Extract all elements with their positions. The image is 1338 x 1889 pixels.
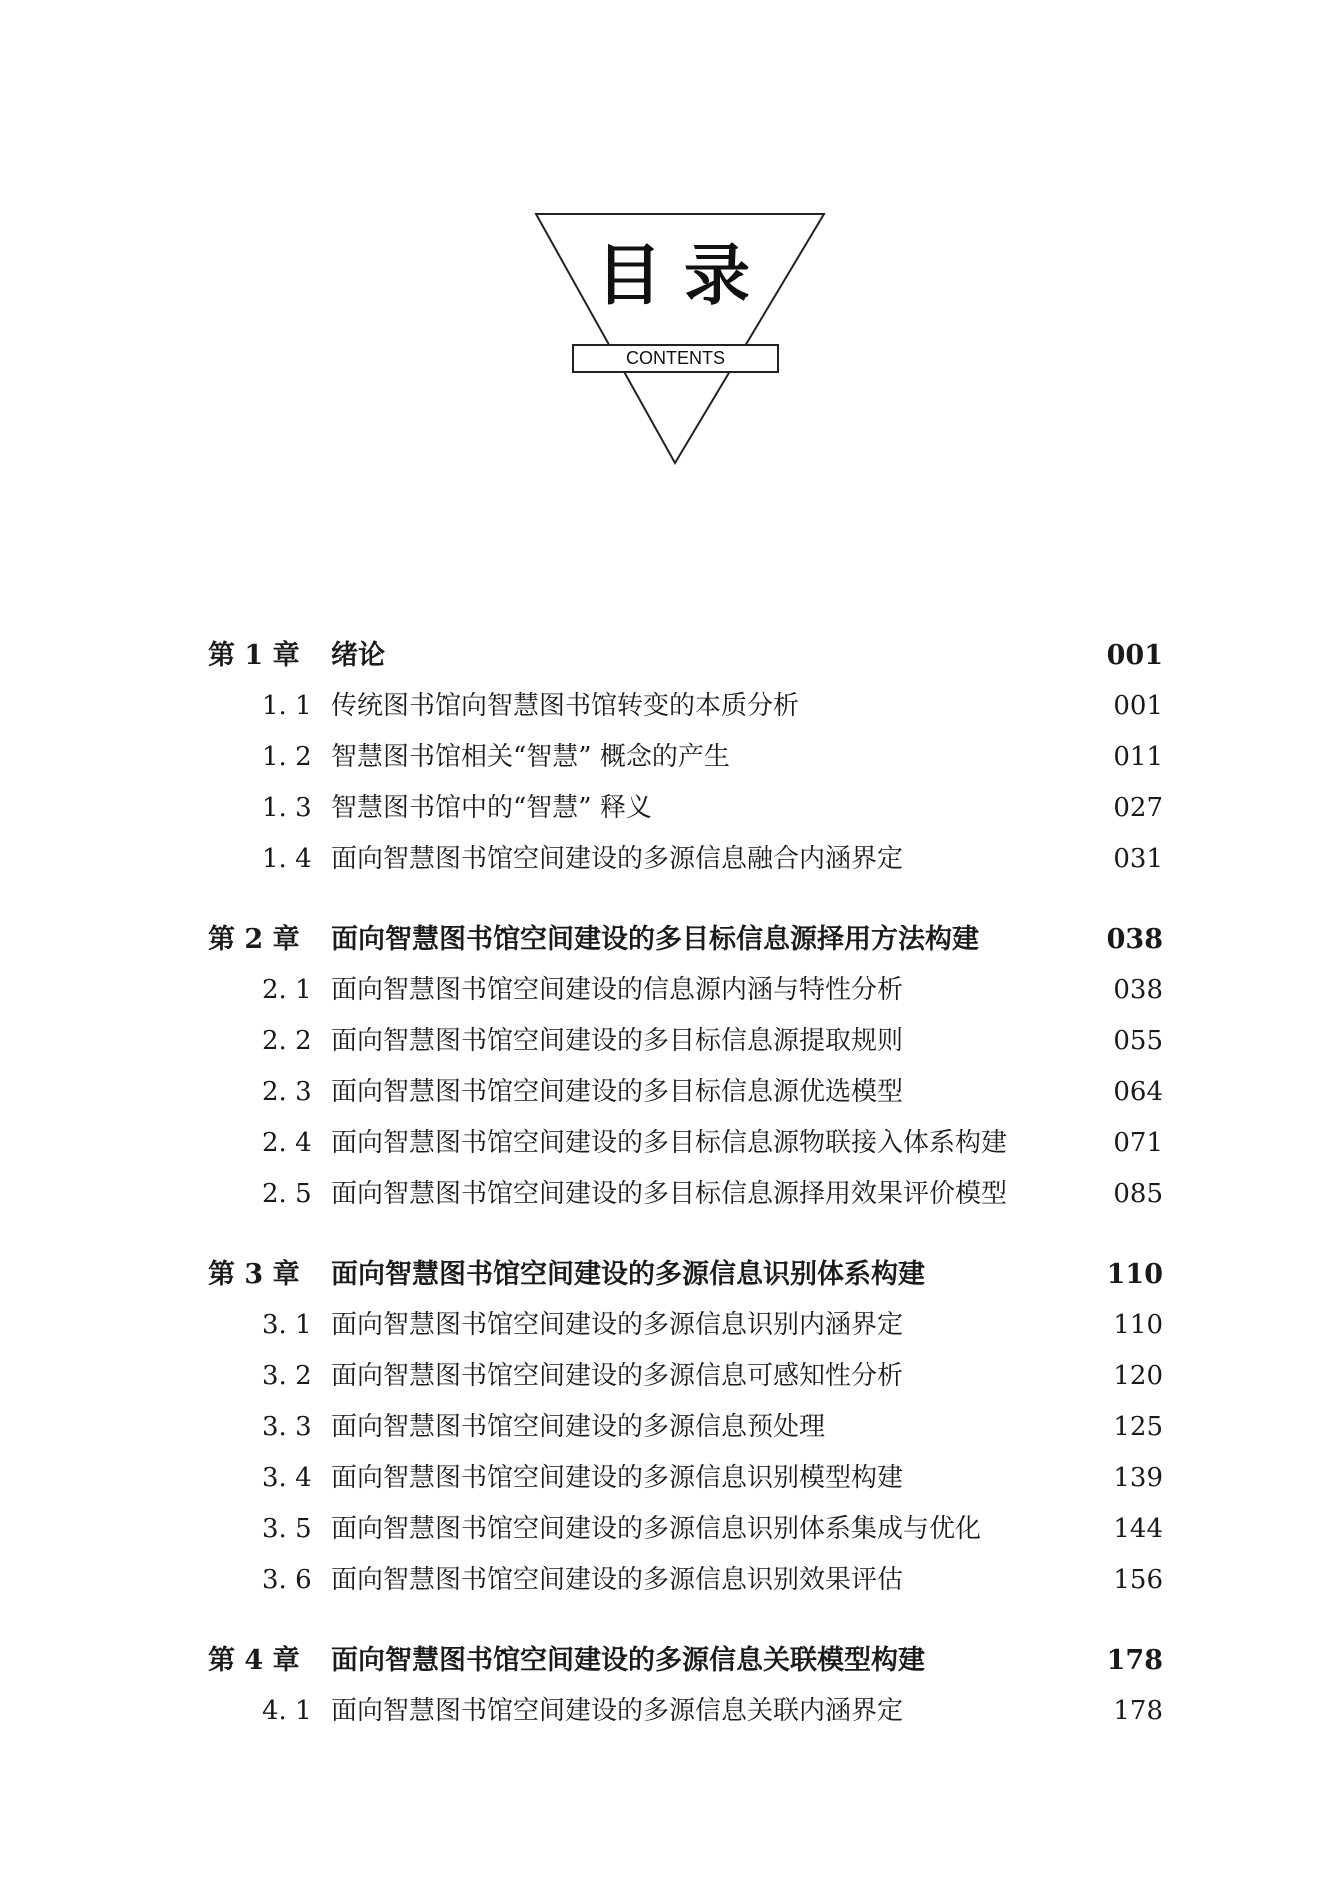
toc-chapter-2[interactable] [208,914,1163,965]
toc-section[interactable] [208,1300,1163,1351]
section-title: 智慧图书馆中的“智慧” 释义 [331,793,652,823]
section-title: 面向智慧图书馆空间建设的多目标信息源物联接入体系构建 [331,1128,1008,1158]
section-page: 071 [1113,1128,1163,1158]
toc-section[interactable] [208,1686,1163,1737]
toc-section[interactable] [208,834,1163,885]
toc-section[interactable] [208,783,1163,834]
section-number: 2. 5 [262,1179,312,1209]
section-title: 传统图书馆向智慧图书馆转变的本质分析 [331,691,800,721]
chapter-number: 第 3 章 [208,1259,300,1290]
toc-section[interactable] [208,1067,1163,1118]
section-page: 178 [1113,1696,1163,1726]
section-number: 1. 4 [262,844,312,874]
section-page: 001 [1113,691,1163,721]
toc-chapter-1[interactable] [208,630,1163,681]
section-page: 120 [1113,1361,1163,1391]
section-number: 3. 4 [262,1463,312,1493]
contents-emblem [0,0,1338,500]
section-page: 027 [1113,793,1163,823]
toc-section[interactable] [208,1555,1163,1606]
toc-section[interactable] [208,1504,1163,1555]
toc-section[interactable] [208,1402,1163,1453]
section-number: 3. 6 [262,1565,312,1595]
section-number: 1. 1 [262,691,312,721]
section-title: 面向智慧图书馆空间建设的多源信息识别内涵界定 [331,1310,904,1340]
section-title: 面向智慧图书馆空间建设的多源信息预处理 [331,1412,826,1442]
toc-section[interactable] [208,681,1163,732]
section-page: 139 [1113,1463,1163,1493]
page-subtitle: CONTENTS [626,348,725,368]
section-title: 面向智慧图书馆空间建设的多源信息可感知性分析 [331,1361,904,1391]
toc-section[interactable] [208,1016,1163,1067]
toc-section[interactable] [208,1118,1163,1169]
section-number: 3. 3 [262,1412,312,1442]
section-page: 031 [1113,844,1163,874]
toc-section[interactable] [208,1351,1163,1402]
section-title: 面向智慧图书馆空间建设的多源信息融合内涵界定 [331,844,904,874]
section-number: 1. 2 [262,742,312,772]
toc-section[interactable] [208,1169,1163,1220]
section-number: 2. 4 [262,1128,312,1158]
section-title: 面向智慧图书馆空间建设的信息源内涵与特性分析 [331,975,904,1005]
chapter-number: 第 2 章 [208,924,300,955]
chapter-page: 038 [1106,924,1163,955]
section-title: 智慧图书馆相关“智慧” 概念的产生 [331,742,730,772]
section-page: 064 [1113,1077,1163,1107]
toc-chapter-4[interactable] [208,1635,1163,1686]
page-title: 目录 [596,237,772,314]
section-number: 2. 1 [262,975,312,1005]
section-page: 156 [1113,1565,1163,1595]
chapter-title: 面向智慧图书馆空间建设的多目标信息源择用方法构建 [331,924,979,955]
section-page: 144 [1113,1514,1163,1544]
section-number: 1. 3 [262,793,312,823]
section-page: 110 [1113,1310,1163,1340]
section-title: 面向智慧图书馆空间建设的多目标信息源择用效果评价模型 [331,1179,1008,1209]
table-of-contents [208,630,1163,1737]
chapter-page: 178 [1106,1645,1163,1676]
section-title: 面向智慧图书馆空间建设的多源信息关联内涵界定 [331,1696,904,1726]
chapter-page: 001 [1106,640,1163,671]
section-page: 011 [1113,742,1163,772]
chapter-page: 110 [1106,1259,1163,1290]
section-page: 125 [1113,1412,1163,1442]
chapter-number: 第 1 章 [208,640,300,671]
section-title: 面向智慧图书馆空间建设的多源信息识别效果评估 [331,1565,904,1595]
section-number: 2. 3 [262,1077,312,1107]
section-title: 面向智慧图书馆空间建设的多目标信息源提取规则 [331,1026,904,1056]
toc-section[interactable] [208,732,1163,783]
section-title: 面向智慧图书馆空间建设的多目标信息源优选模型 [331,1077,904,1107]
section-number: 3. 1 [262,1310,312,1340]
section-number: 4. 1 [262,1696,312,1726]
section-number: 2. 2 [262,1026,312,1056]
toc-chapter-3[interactable] [208,1249,1163,1300]
toc-section[interactable] [208,965,1163,1016]
section-page: 038 [1113,975,1163,1005]
chapter-title: 面向智慧图书馆空间建设的多源信息识别体系构建 [331,1259,925,1290]
section-title: 面向智慧图书馆空间建设的多源信息识别模型构建 [331,1463,904,1493]
toc-section[interactable] [208,1453,1163,1504]
section-number: 3. 5 [262,1514,312,1544]
chapter-title: 绪论 [331,640,385,671]
section-title: 面向智慧图书馆空间建设的多源信息识别体系集成与优化 [331,1514,982,1544]
chapter-number: 第 4 章 [208,1645,300,1676]
section-page: 085 [1113,1179,1163,1209]
chapter-title: 面向智慧图书馆空间建设的多源信息关联模型构建 [331,1645,925,1676]
section-page: 055 [1113,1026,1163,1056]
section-number: 3. 2 [262,1361,312,1391]
